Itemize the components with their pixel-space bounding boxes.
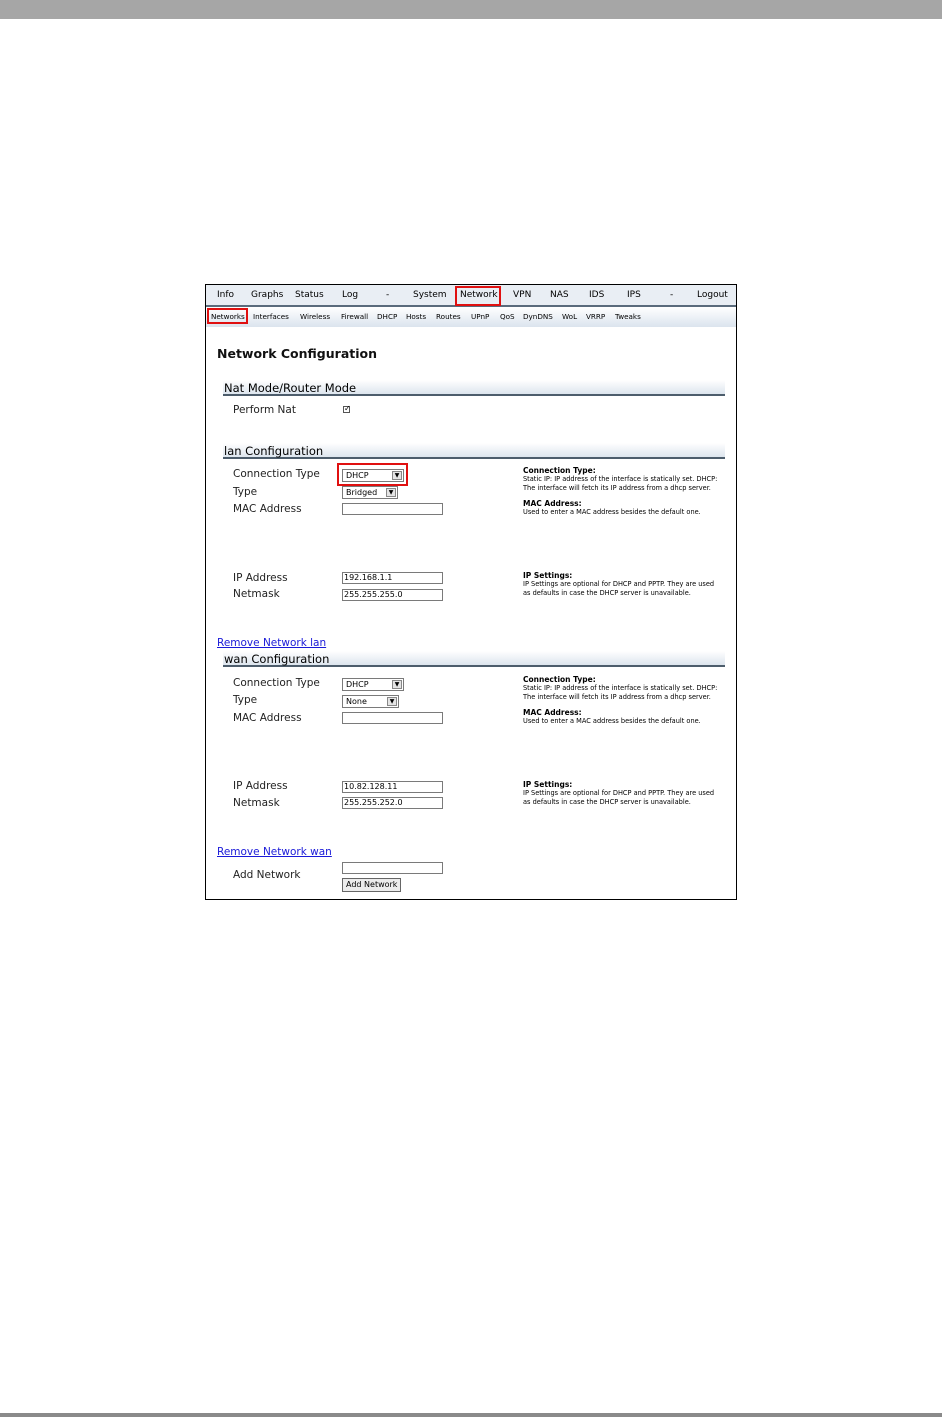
remove-network-wan-link[interactable]: Remove Network wan [217,846,332,858]
lan-mac-input[interactable] [342,503,443,515]
help-connection-title: Connection Type: [523,675,596,684]
help-mac-text: Used to enter a MAC address besides the default one. [523,508,701,516]
lan-ip-help [523,571,723,604]
perform-nat-label: Perform Nat [233,404,296,416]
connection-type-highlight-box [337,463,408,486]
nav-status[interactable]: Status [295,290,324,300]
lan-connection-help [523,466,723,523]
nav-system[interactable]: System [413,290,447,300]
wan-ip-label: IP Address [233,780,288,792]
lan-type-select[interactable] [342,486,398,499]
lan-section-title: lan Configuration [224,444,324,458]
wan-connection-type-value: DHCP [346,680,369,689]
lan-type-value: Bridged [346,488,378,497]
wan-netmask-input[interactable] [342,797,443,809]
subnav-networks[interactable]: Networks [211,312,245,321]
subnav-wireless[interactable]: Wireless [300,312,331,321]
document-top-bar [0,0,942,19]
document-bottom-bar [0,1413,942,1417]
checkmark-icon: ✓ [344,404,351,413]
help-mac-title: MAC Address: [523,499,582,508]
help-ip-title: IP Settings: [523,571,573,580]
wan-netmask-value: 255.255.252.0 [344,798,403,807]
wan-connection-help [523,675,723,732]
subnav-dyndns[interactable]: DynDNS [523,312,553,321]
wan-section-title: wan Configuration [224,652,330,666]
nav-graphs[interactable]: Graphs [251,290,284,300]
wan-type-label: Type [233,694,258,706]
help-connection-title: Connection Type: [523,466,596,475]
wan-ip-value: 10.82.128.11 [344,782,398,791]
lan-netmask-value: 255.255.255.0 [344,590,403,599]
nav-info[interactable]: Info [217,290,235,300]
dropdown-arrow-icon: ▼ [387,697,397,706]
wan-connection-type-label: Connection Type [233,677,320,689]
sub-nav [206,307,736,327]
lan-ip-label: IP Address [233,572,288,584]
remove-network-lan-link[interactable]: Remove Network lan [217,637,327,649]
add-network-button[interactable]: Add Network [342,878,401,892]
lan-type-label: Type [233,486,258,498]
wan-type-value: None [346,697,367,706]
subnav-routes[interactable]: Routes [436,312,461,321]
lan-ip-input[interactable] [342,572,443,584]
nav-ids[interactable]: IDS [589,290,605,300]
lan-section-header [223,443,725,459]
lan-netmask-input[interactable] [342,589,443,601]
nav-separator: - [386,290,390,300]
add-network-input[interactable] [342,862,443,874]
wan-section-header [223,651,725,667]
nav-log[interactable]: Log [342,290,359,300]
add-network-label: Add Network [233,869,301,881]
help-connection-text: Static IP: IP address of the interface is statically set. DHCP: The interface will fetch its IP address from a dhcp server. [523,475,718,492]
subnav-hosts[interactable]: Hosts [406,312,427,321]
nav-network[interactable]: Network [460,290,498,300]
nav-separator: - [670,290,674,300]
help-ip-text: IP Settings are optional for DHCP and PPTP. They are used as defaults in case the DHCP server is unavailable. [523,580,715,597]
page-title: Network Configuration [217,346,377,361]
help-mac-title: MAC Address: [523,708,582,717]
subnav-wol[interactable]: WoL [562,312,578,321]
help-ip-text: IP Settings are optional for DHCP and PPTP. They are used as defaults in case the DHCP server is unavailable. [523,789,715,806]
nav-nas[interactable]: NAS [550,290,569,300]
subnav-vrrp[interactable]: VRRP [586,312,606,321]
lan-mac-label: MAC Address [233,503,302,515]
subnav-tweaks[interactable]: Tweaks [615,312,641,321]
nav-vpn[interactable]: VPN [513,290,532,300]
wan-mac-input[interactable] [342,712,443,724]
networks-highlight-box [207,308,248,324]
lan-connection-type-value: DHCP [346,471,369,480]
subnav-dhcp[interactable]: DHCP [377,312,398,321]
help-mac-text: Used to enter a MAC address besides the default one. [523,717,701,725]
dropdown-arrow-icon: ▼ [386,488,396,497]
lan-ip-value: 192.168.1.1 [344,573,393,582]
subnav-qos[interactable]: QoS [500,312,515,321]
wan-connection-type-select[interactable] [342,678,404,691]
lan-netmask-label: Netmask [233,588,280,600]
perform-nat-checkbox[interactable] [343,406,350,413]
wan-ip-help [523,780,723,813]
subnav-interfaces[interactable]: Interfaces [253,312,289,321]
nat-section-header [223,380,725,396]
wan-type-select[interactable] [342,695,399,708]
subnav-upnp[interactable]: UPnP [471,312,490,321]
lan-connection-type-label: Connection Type [233,468,320,480]
network-highlight-box [455,286,501,306]
wan-mac-label: MAC Address [233,712,302,724]
nat-section-title: Nat Mode/Router Mode [224,381,357,395]
nav-ips[interactable]: IPS [627,290,641,300]
help-connection-text: Static IP: IP address of the interface is statically set. DHCP: The interface will fetch its IP address from a dhcp server. [523,684,718,701]
help-ip-title: IP Settings: [523,780,573,789]
wan-netmask-label: Netmask [233,797,280,809]
subnav-firewall[interactable]: Firewall [341,312,369,321]
wan-ip-input[interactable] [342,781,443,793]
dropdown-arrow-icon: ▼ [392,680,402,689]
nav-logout[interactable]: Logout [697,290,728,300]
router-web-ui [205,284,737,900]
dropdown-arrow-icon: ▼ [392,471,402,480]
